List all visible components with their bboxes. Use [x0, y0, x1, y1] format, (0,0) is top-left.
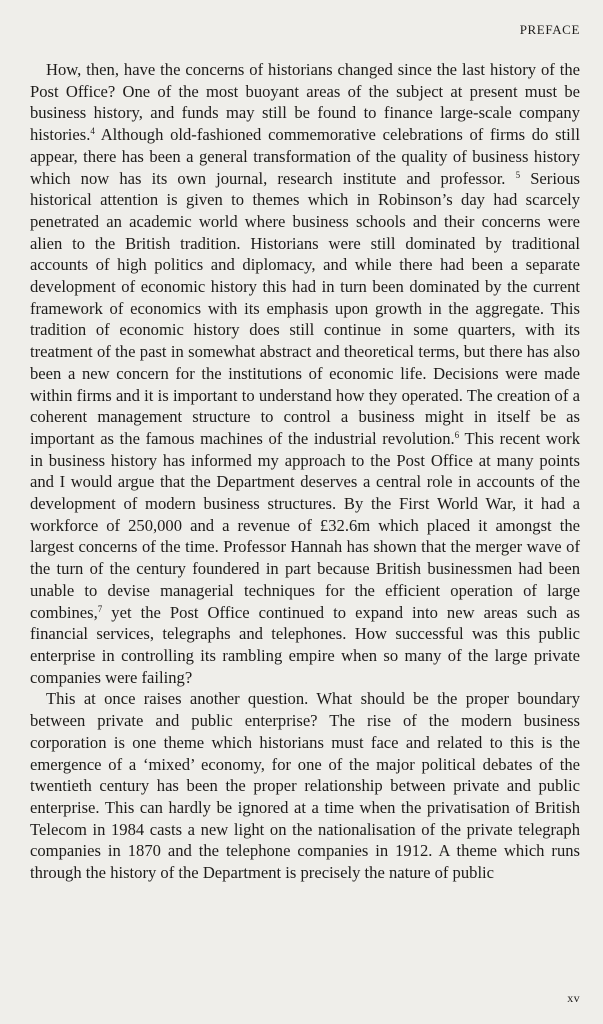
- text-run: This at once raises another question. What should be the proper boundary between private and public enterprise? The rise of the modern business corporation is one theme which historians must face and related to this is the emergence of a ‘mixed’ economy, for one of the major political debates of the twentieth century has been the proper relationship between private and public enterprise. This can hardly be ignored at a time when the privatisation of British Telecom in 1984 casts a new light on the nationalisation of the private telegraph companies in 1870 and the telephone companies in 1912. A theme which runs through the history of the Department is precisely the nature of public: [30, 689, 580, 883]
- paragraph: [30, 688, 580, 883]
- text-run: Serious historical attention is given to themes which in Robinson’s day had scarcely penetrated an academic world where business schools and their concerns were alien to the British tradition. Historians were still dominated by traditional accounts of high politics and diplomacy, and while there had been a separate development of economic history this had in turn been dominated by the current framework of economics with its emphasis upon growth in the aggregate. This tradition of economic history does still continue in some quarters, with its treatment of the past in somewhat abstract and theoretical terms, but there has also been a new concern for the institutions of economic life. Decisions were made within firms and it is important to understand how they operated. The creation of a coherent management structure to control a business might in itself be as important as the famous machines of the industrial revolution.: [30, 168, 580, 448]
- text-run: This recent work in business history has informed my approach to the Post Office at many points and I would argue that the Department deserves a central role in accounts of the development of modern business structures. By the First World War, it had a workforce of 250,000 and a revenue of £32.6m which placed it amongst the largest concerns of the time. Professor Hannah has shown that the merger wave of the turn of the century foundered in part because British businessmen had been unable to devise managerial techniques for the efficient operation of large combines,: [30, 428, 580, 622]
- text-run: Although old-fashioned commemorative celebrations of firms do still appear, there has been a general transformation of the quality of business history which now has its own journal, research institute and professor.: [30, 125, 580, 188]
- text-run: yet the Post Office continued to expand into new areas such as financial services, telegraphs and telephones. How successful was this public enterprise in controlling its rambling empire when so many of the large private companies were failing?: [30, 602, 580, 687]
- body-text: [30, 59, 580, 884]
- running-head: PREFACE: [519, 22, 580, 37]
- footnote-ref: 4: [90, 126, 95, 137]
- footnote-ref: 7: [97, 603, 103, 614]
- paragraph: [30, 59, 580, 688]
- footnote-ref: 6: [454, 429, 460, 440]
- text-run: How, then, have the concerns of historians changed since the last history of the Post Office? One of the most buoyant areas of the subject at present must be business history, and funds may still be found to finance large-scale company histories.: [30, 60, 580, 145]
- page-number: xv: [567, 991, 580, 1005]
- footnote-ref: 5: [515, 169, 521, 180]
